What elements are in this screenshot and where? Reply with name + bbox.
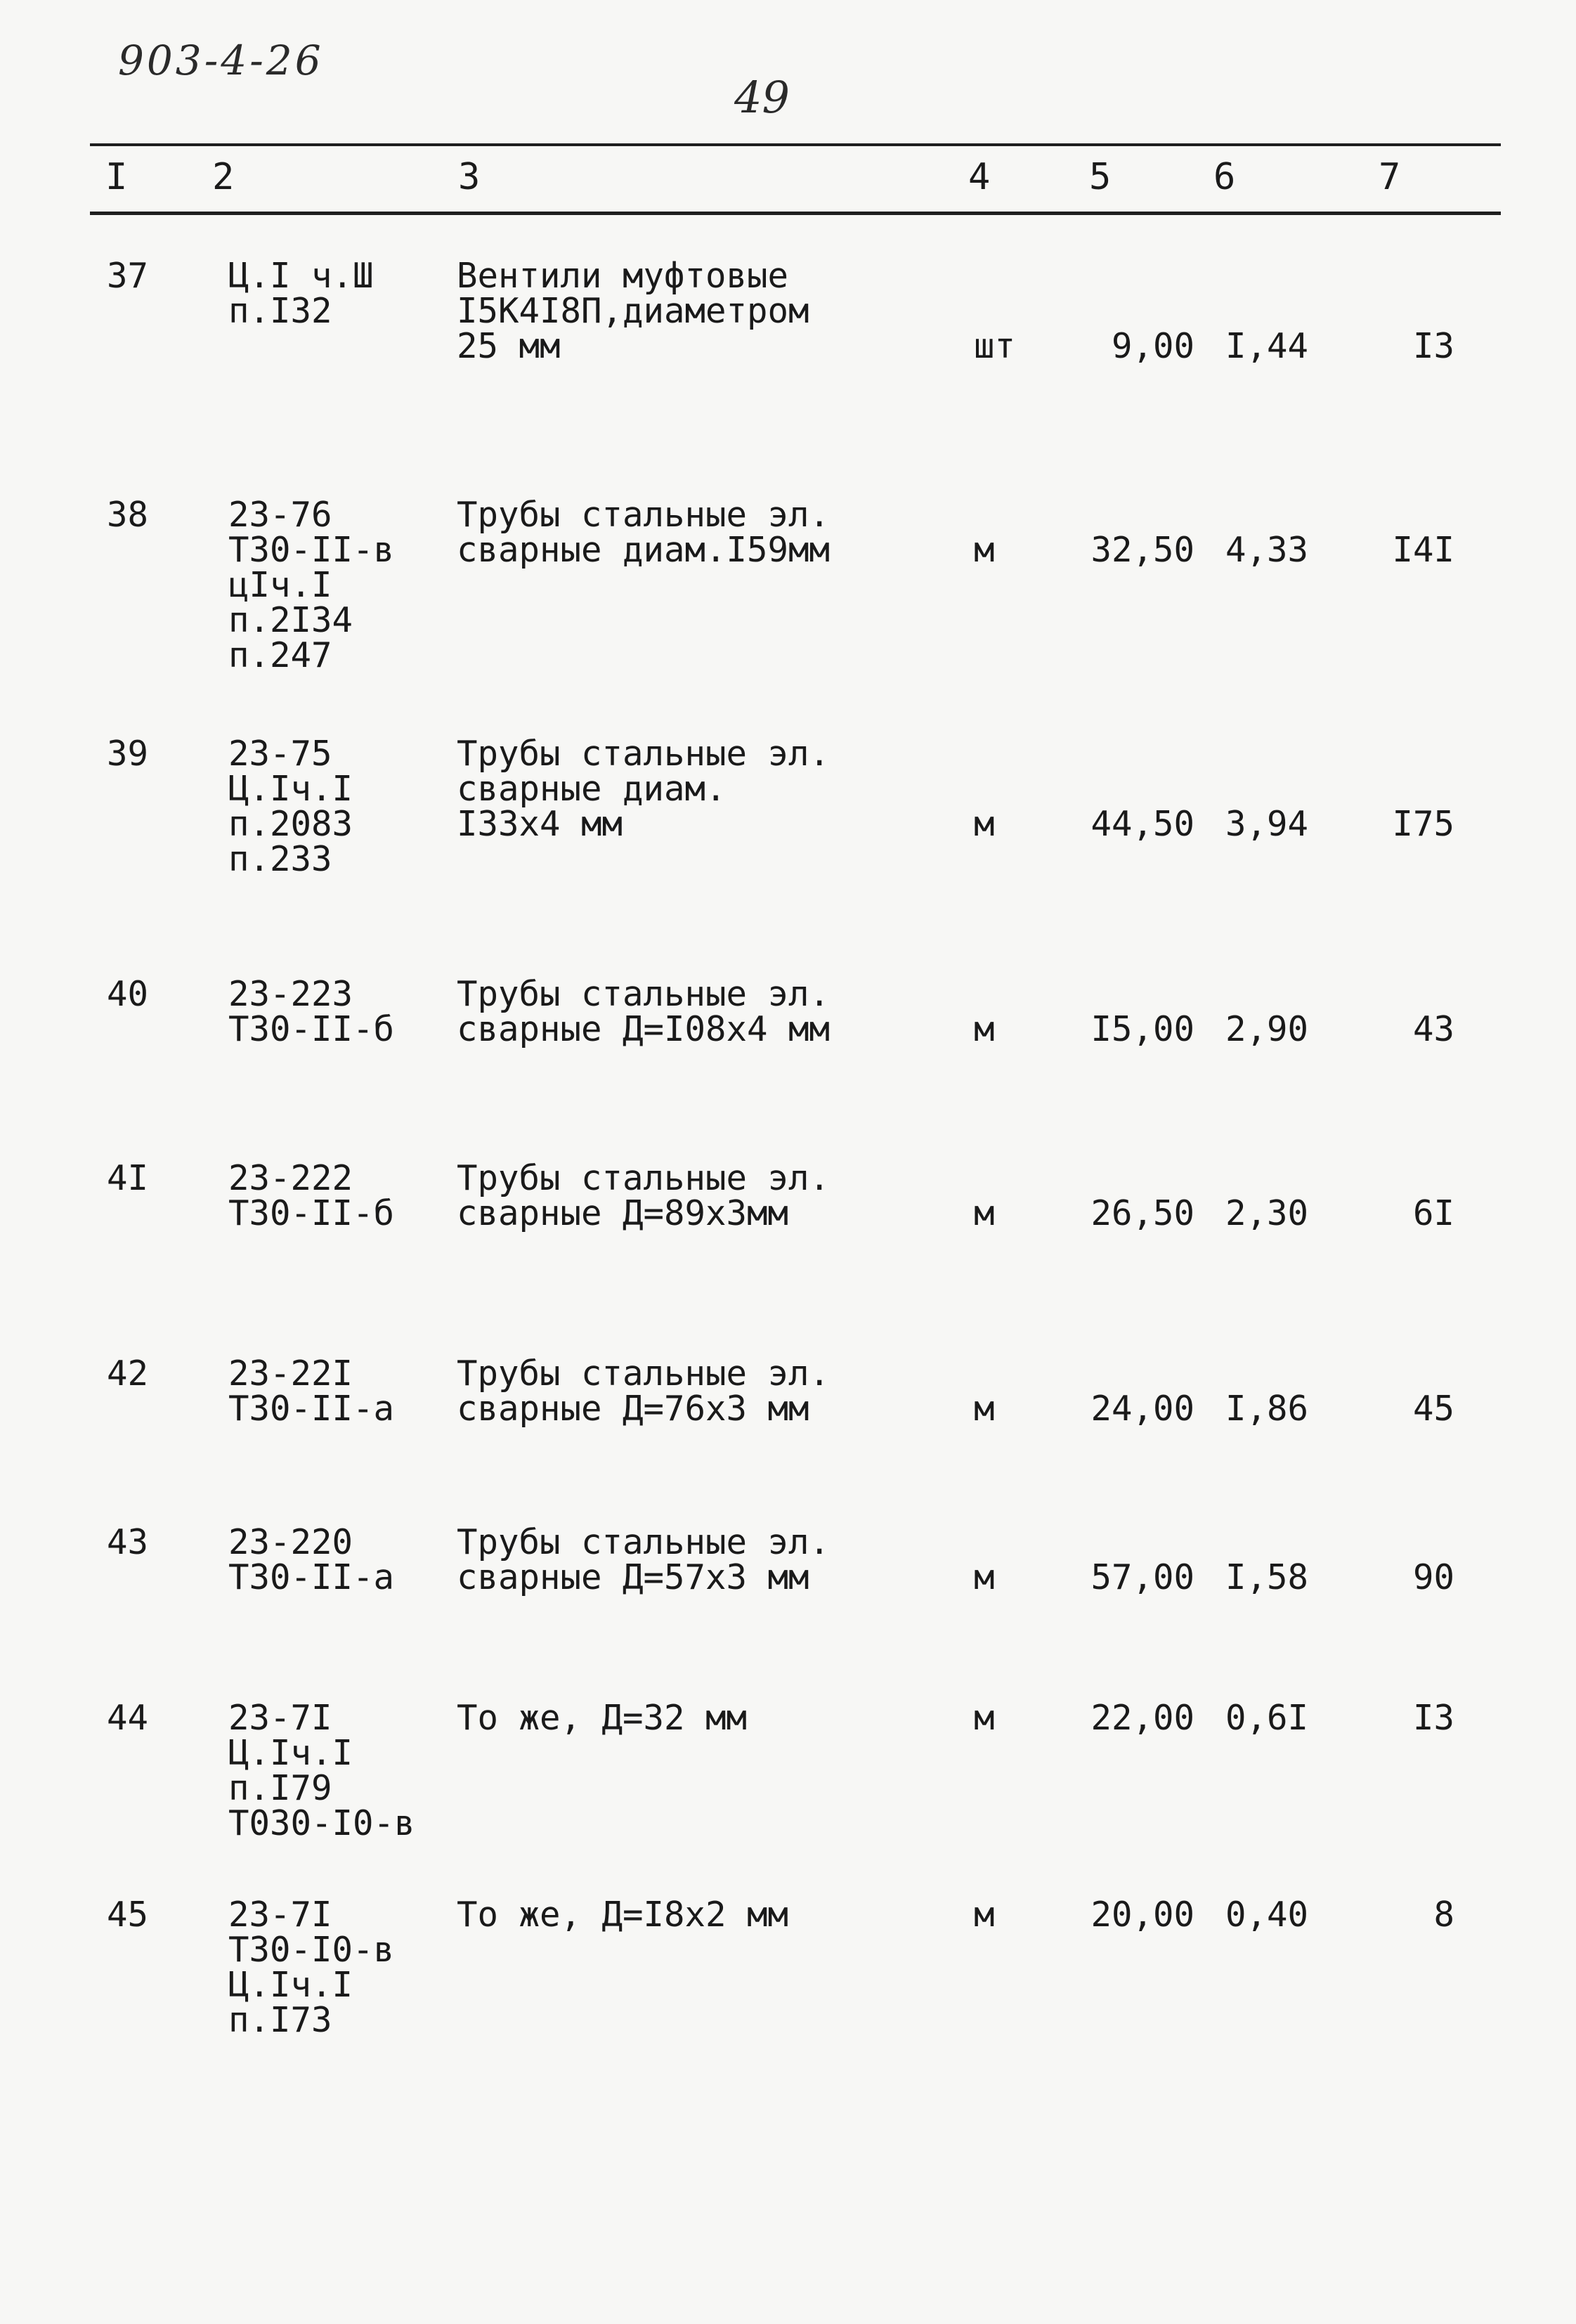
item-description-line: 25 мм: [457, 326, 561, 366]
row-number: 4I: [107, 1158, 149, 1198]
table-row: [0, 1698, 1576, 1855]
item-description-line: сварные диам.: [457, 769, 727, 809]
item-description-line: Трубы стальные эл.: [457, 1353, 831, 1394]
table-row: [0, 1897, 1576, 2052]
header-col-3: 3: [458, 156, 481, 198]
quantity: I5,00: [1090, 1009, 1194, 1049]
item-description-line: сварные Д=I08x4 мм: [457, 1009, 831, 1049]
total: 8: [1433, 1895, 1454, 1935]
norm-code: [228, 1522, 395, 1597]
norm-code-line: 23-223: [228, 974, 353, 1014]
norm-code-line: Ц.Iч.I: [228, 1733, 353, 1773]
total: 45: [1412, 1389, 1454, 1429]
norm-code-line: п.2083: [228, 804, 353, 844]
row-number: 45: [107, 1895, 149, 1935]
item-description-line: То же, Д=I8x2 мм: [457, 1895, 789, 1935]
unit: м: [974, 1389, 995, 1429]
table-row: [0, 974, 1576, 1131]
unit-value: 0,40: [1225, 1895, 1308, 1935]
item-description-line: Трубы стальные эл.: [457, 1522, 831, 1562]
quantity: 57,00: [1090, 1557, 1194, 1597]
norm-code-line: Ц.I ч.Ш: [228, 256, 374, 296]
header-col-4: 4: [968, 156, 991, 198]
row-number: 38: [107, 495, 149, 535]
norm-code-line: Ц.Iч.I: [228, 769, 353, 809]
item-description: [457, 256, 809, 366]
item-description-line: I5К4I8П,диаметром: [457, 291, 809, 331]
norm-code-line: Т30-II-б: [228, 1009, 395, 1049]
unit-value: 4,33: [1225, 530, 1308, 570]
item-description-line: сварные Д=89x3мм: [457, 1193, 789, 1233]
unit-value: I,86: [1225, 1389, 1308, 1429]
item-description-line: Трубы стальные эл.: [457, 734, 831, 774]
norm-code-line: п.I79: [228, 1768, 332, 1808]
norm-code: [228, 256, 374, 331]
item-description-line: Трубы стальные эл.: [457, 495, 831, 535]
total: I4I: [1392, 530, 1454, 570]
item-description-line: Трубы стальные эл.: [457, 1158, 831, 1198]
header-col-1: I: [105, 156, 128, 198]
item-description: [457, 1353, 831, 1429]
total: 43: [1412, 1009, 1454, 1049]
table-header-rule: [90, 212, 1501, 215]
norm-code: [228, 736, 353, 877]
quantity: 32,50: [1090, 530, 1194, 570]
row-number: 37: [107, 256, 149, 296]
norm-code-line: Ц.Iч.I: [228, 1965, 353, 2005]
unit: м: [974, 804, 995, 844]
unit-value: 2,30: [1225, 1193, 1308, 1233]
quantity: 26,50: [1090, 1193, 1194, 1233]
unit-value: 0,6I: [1225, 1698, 1308, 1738]
total: I3: [1412, 1698, 1454, 1738]
document-code: 903-4-26: [118, 37, 324, 84]
unit: м: [974, 530, 995, 570]
unit-value: I,44: [1225, 326, 1308, 366]
norm-code-line: Т30-II-в: [228, 530, 395, 570]
row-number: 42: [107, 1353, 149, 1394]
norm-code-line: 23-22I: [228, 1353, 353, 1394]
total: I3: [1412, 326, 1454, 366]
unit-value: 3,94: [1225, 804, 1308, 844]
unit: м: [974, 1895, 995, 1935]
quantity: 20,00: [1090, 1895, 1194, 1935]
norm-code-line: Т30-II-б: [228, 1193, 395, 1233]
norm-code-line: Т30-II-а: [228, 1389, 395, 1429]
norm-code-line: 23-222: [228, 1158, 353, 1198]
table-row: [0, 736, 1576, 891]
total: I75: [1392, 804, 1454, 844]
row-number: 44: [107, 1698, 149, 1738]
item-description: [457, 1522, 831, 1597]
norm-code-line: цIч.I: [228, 565, 332, 605]
unit-value: I,58: [1225, 1557, 1308, 1597]
item-description-line: I33x4 мм: [457, 804, 623, 844]
quantity: 22,00: [1090, 1698, 1194, 1738]
item-description-line: сварные диам.I59мм: [457, 530, 831, 570]
item-description: [457, 1158, 831, 1233]
norm-code-line: Т30-I0-в: [228, 1930, 395, 1970]
header-col-7: 7: [1379, 156, 1401, 198]
item-description-line: То же, Д=32 мм: [457, 1698, 748, 1738]
quantity: 44,50: [1090, 804, 1194, 844]
norm-code-line: п.I32: [228, 291, 332, 331]
norm-code: [228, 1698, 415, 1843]
quantity: 24,00: [1090, 1389, 1194, 1429]
norm-code-line: п.I73: [228, 2000, 332, 2040]
item-description: [457, 1897, 788, 1933]
item-description: [457, 495, 831, 570]
norm-code-line: 23-7I: [228, 1895, 332, 1935]
norm-code-line: п.2I34: [228, 600, 353, 640]
table-row: [0, 1158, 1576, 1316]
norm-code: [228, 1353, 395, 1429]
table-row: [0, 256, 1576, 413]
item-description-line: сварные Д=76x3 мм: [457, 1389, 809, 1429]
unit: м: [974, 1193, 995, 1233]
quantity: 9,00: [1111, 326, 1194, 366]
norm-code-line: 23-7I: [228, 1698, 332, 1738]
item-description-line: сварные Д=57x3 мм: [457, 1557, 809, 1597]
table-row: [0, 495, 1576, 675]
unit-value: 2,90: [1225, 1009, 1308, 1049]
norm-code: [228, 974, 395, 1049]
table-row: [0, 1353, 1576, 1511]
row-number: 40: [107, 974, 149, 1014]
unit: шт: [974, 326, 1016, 366]
table-row: [0, 1522, 1576, 1680]
norm-code-line: п.247: [228, 635, 332, 675]
item-description-line: Трубы стальные эл.: [457, 974, 831, 1014]
unit: м: [974, 1009, 995, 1049]
row-number: 43: [107, 1522, 149, 1562]
table-top-rule: [90, 143, 1501, 146]
total: 6I: [1412, 1193, 1454, 1233]
norm-code: [228, 1158, 395, 1233]
unit: м: [974, 1557, 995, 1597]
norm-code-line: Т30-II-а: [228, 1557, 395, 1597]
norm-code-line: 23-76: [228, 495, 332, 535]
norm-code-line: 23-220: [228, 1522, 353, 1562]
header-col-5: 5: [1089, 156, 1112, 198]
page-number: 49: [734, 72, 790, 123]
total: 90: [1412, 1557, 1454, 1597]
norm-code: [228, 495, 395, 675]
item-description: [457, 736, 830, 842]
norm-code: [228, 1897, 394, 2038]
item-description: [457, 1698, 748, 1738]
header-col-6: 6: [1213, 156, 1236, 198]
norm-code-line: Т030-I0-в: [228, 1803, 415, 1843]
row-number: 39: [107, 734, 149, 774]
item-description-line: Вентили муфтовые: [457, 256, 789, 296]
norm-code-line: п.233: [228, 839, 332, 879]
item-description: [457, 974, 831, 1049]
norm-code-line: 23-75: [228, 734, 332, 774]
header-col-2: 2: [212, 156, 235, 198]
unit: м: [974, 1698, 995, 1738]
